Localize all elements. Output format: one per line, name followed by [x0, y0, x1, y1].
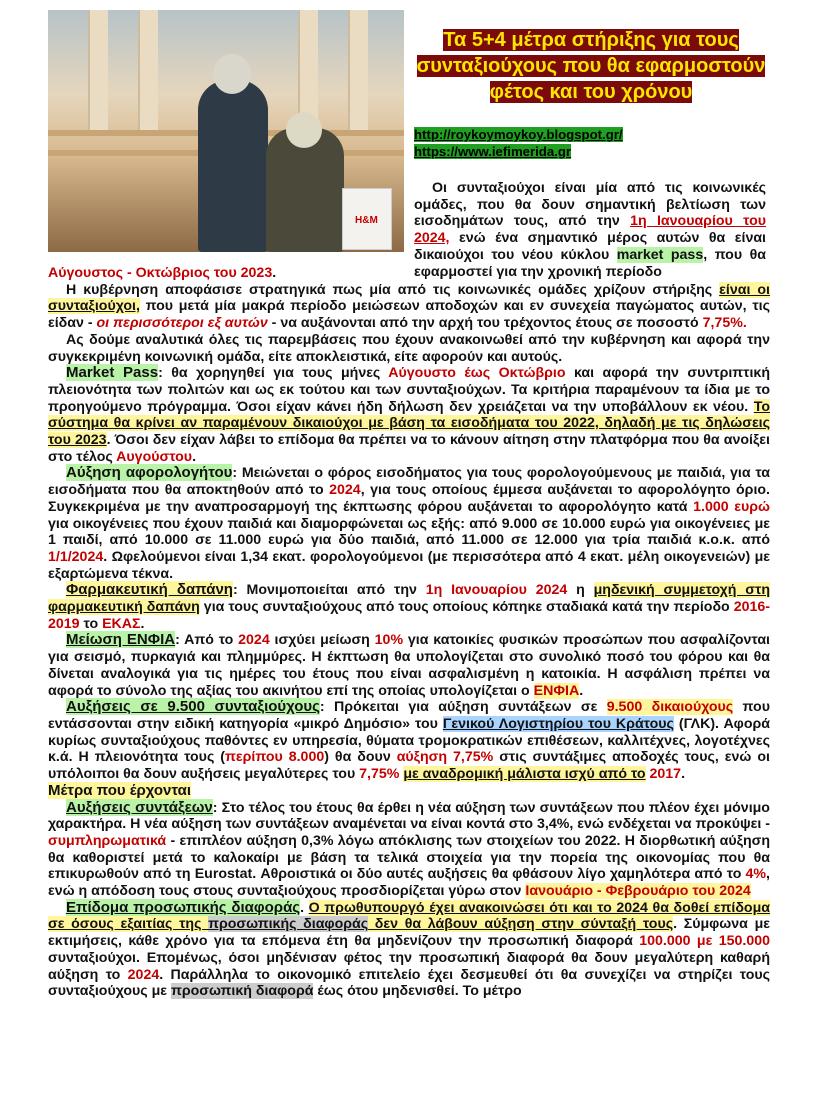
- punct: .: [579, 682, 584, 699]
- text: ) θα δουν: [324, 749, 397, 766]
- shopping-bag: [342, 188, 392, 250]
- paragraph-enfia: [48, 632, 770, 699]
- text: και αφορά την συντριπτική πλειονότητα των πολιτών και ως εκ τούτου και των συνταξιούχων. Τα κριτήρια παραμένουν τα ίδια με το προηγούμενο πρόγραμμα. Όσοι είχαν κάνει ήδη δήλωση δεν χρειάζεται να την υποβάλλουν εκ νέου.: [48, 365, 770, 415]
- text-red: 2024: [329, 482, 361, 499]
- column-shape: [348, 10, 368, 130]
- paragraph-market-pass: [48, 365, 770, 465]
- text: : Πρόκειται για αύξηση συντάξεων σε: [319, 699, 607, 716]
- text: που εντάσσονται στην ειδική κατηγορία «μικρό Δημόσιο» του: [48, 699, 770, 732]
- paragraph-overview: Ας δούμε αναλυτικά όλες τις παρεμβάσεις που έχουν ανακοινωθεί από την κυβέρνηση και αφορά την συγκεκριμένη κοινωνική ομάδα, είτε αποκλειστικά, είτε αφορούν και αυτούς.: [48, 331, 770, 365]
- text-red: 1η Ιανουαρίου 2024: [425, 582, 568, 599]
- man-figure: [198, 80, 268, 252]
- text-red: Αυγούστου: [116, 448, 193, 465]
- text: , για τους οποίους έμμεσα αυξάνεται το αφορολόγητο όριο. Συγκεκριμένα με την αναπροσαρμογή της έκπτωσης φόρου αυξάνεται το αφορολόγητο κατά: [48, 482, 770, 515]
- intro-text: Οι συνταξιούχοι είναι μία από τις κοινωνικές ομάδες, που θα δουν σημαντική βελτίωση των εισοδημάτων τους, από την: [414, 180, 766, 230]
- text: στις συντάξιμες αποδοχές τους, ενώ οι υπόλοιποι θα δουν αυξήσεις μεγαλύτερες του: [48, 749, 770, 783]
- text: η: [567, 582, 594, 599]
- text-highlight: προσωπική διαφορά: [170, 983, 314, 1000]
- text-red: 100.000 με 150.000: [639, 933, 770, 950]
- intro-text: ενώ ένα σημαντικό μέρος αυτών θα είναι δικαιούχοι του νέου κύκλου: [414, 230, 766, 263]
- text: - να αυξάνονται από την αρχή του τρέχοντος έτους σε ποσοστό: [267, 315, 703, 332]
- text: το: [79, 615, 103, 632]
- text-red: Αύγουστο έως Οκτώβριο: [388, 365, 566, 382]
- text-emph: οι περισσότεροι εξ αυτών: [96, 315, 268, 332]
- text-red: 10%: [374, 632, 404, 649]
- section-heading: Αύξηση αφορολογήτου: [66, 464, 233, 482]
- intro-date: 1η Ιανουαρίου του 2024,: [414, 213, 766, 247]
- text-highlight: Το σύστημα θα κρίνει αν παραμένουν δικαιούχοι με βάση τα εισοδήματα του 2022, δηλαδή με τις δηλώσεις του 2023: [48, 398, 770, 449]
- punct: .: [140, 615, 145, 632]
- section-heading: Φαρμακευτική δαπάνη: [66, 581, 233, 599]
- text-red: ΕΚΑΣ: [102, 615, 141, 632]
- text: - επιπλέον αύξηση 0,3% λόγω απόκλισης των στοιχείων του 2022. Η διορθωτική αύξηση θα καθοριστεί μετά το καλοκαίρι με βάση τα τελικά στοιχεία για την πορεία της οικονομίας που θα επικυρωθούν από τη Eurostat. Αθροιστικά οι δύο αυτές αυξήσεις θα φθάσουν λίγο χαμηλότερα από το: [48, 832, 770, 883]
- text-red: 2016-2019: [48, 599, 770, 632]
- coming-heading: [48, 783, 770, 800]
- text-red: ΕΝΦΙΑ: [533, 682, 580, 699]
- source-link-iefimerida[interactable]: https://www.iefimerida.gr: [414, 144, 572, 159]
- section-heading: Αυξήσεις συντάξεων: [66, 798, 213, 816]
- article-photo: [48, 10, 404, 252]
- text-highlight: προσωπικής διαφοράς: [208, 916, 369, 933]
- section-heading: Μείωση ΕΝΦΙΑ: [66, 631, 176, 649]
- text: για τους συνταξιούχους από τους οποίους κόπηκε σταδιακά κατά την περίοδο: [199, 599, 734, 616]
- source-links: [414, 126, 623, 160]
- column-shape: [138, 10, 158, 130]
- punct: .: [681, 766, 686, 783]
- text-red: 4%: [745, 866, 767, 883]
- text-highlight: μηδενική συμμετοχή στη φαρμακευτική δαπάνη: [48, 582, 770, 616]
- text-highlight: είναι οι συνταξιούχοι,: [48, 281, 771, 315]
- paragraph-strategy: [48, 282, 770, 332]
- text-red: 2024: [127, 966, 160, 983]
- text-red: συμπληρωματικά: [48, 832, 167, 849]
- text: . Όσοι δεν είχαν λάβει το επίδομα θα πρέπει να το κάνουν αίτηση στην πλατφόρμα που θα ανοίξει στο τέλος: [48, 432, 770, 465]
- text: ισχύει μείωση: [269, 632, 375, 649]
- intro-period: Αύγουστος - Οκτώβριος του 2023: [48, 265, 273, 281]
- woman-head: [286, 112, 322, 148]
- text: . Ωφελούμενοι είναι 1,34 εκατ. φορολογούμενοι (με περισσότερα από 4 εκατ. μέλη οικογενειών) με εξαρτώμενα τέκνα.: [48, 548, 770, 582]
- text-red: Ιανουάριο - Φεβρουάριο του 2024: [525, 883, 751, 900]
- punct: .: [192, 448, 197, 465]
- text-red: αύξηση 7,75%: [396, 749, 494, 766]
- article-title: [416, 27, 766, 105]
- paragraph-rises: [48, 699, 770, 783]
- text-red: 1/1/2024: [48, 548, 104, 565]
- text: : Μειώνεται ο φόρος εισοδήματος για τους φορολογούμενους με παιδιά, για τα εισοδήματα που θα αποκτηθούν από το: [48, 465, 770, 499]
- text-highlight: Ο πρωθυπουργό έχει ανακοινώσει ότι και το 2024 θα δοθεί επίδομα σε όσους εξαιτίας της: [48, 899, 770, 933]
- text-percent: 7,75%.: [702, 315, 747, 332]
- intro-market-pass: market pass: [616, 246, 704, 263]
- intro-text: , που θα εφαρμοστεί για την χρονική περίοδο: [414, 246, 767, 280]
- section-heading: Επίδομα προσωπικής διαφοράς: [66, 898, 301, 916]
- text: για κατοικίες φυσικών προσώπων που ασφαλίζονται για σεισμό, πυρκαγιά και πλημμύρες. Η έκπτωση θα υπολογίζεται στο συνολικό ποσό του φόρου και θα δίνεται αναλογικά για τις ημέρες του έτους που είναι ασφαλισμένη η κατοικία. Η ασφάλιση πρέπει να αφορά το σύνολο της αξίας του ακινήτου επί της οποίας υπολογίζεται ο: [48, 632, 770, 699]
- section-title: Μέτρα που έρχονται: [48, 781, 192, 799]
- text: . Παράλληλα το οικονομικό επιτελείο έχει δεσμευθεί ότι θα συνεχίζει να στηρίζει τους συνταξιούχους με: [48, 966, 770, 1000]
- bag-label: H&M: [355, 215, 378, 226]
- text-highlight: Γενικού Λογιστηρίου του Κράτους: [442, 715, 674, 732]
- article-body: [48, 265, 770, 1000]
- text-highlight: με αναδρομική μάλιστα ισχύ από το: [403, 766, 646, 783]
- text-red: 1.000 ευρώ: [693, 498, 770, 515]
- paragraph-personal-diff: [48, 900, 770, 1000]
- text: έως ότου μηδενισθεί. Το μέτρο: [313, 983, 522, 1000]
- text: Η κυβέρνηση αποφάσισε στρατηγικά πως μία από τις κοινωνικές ομάδες χρίζουν στήριξης: [66, 281, 720, 298]
- paragraph-pensions: [48, 800, 770, 900]
- punct: .: [300, 899, 309, 916]
- text: (ΓΛΚ). Αφορά κυρίως συνταξιούχους παθόντες εν υπηρεσία, θύματα τρομοκρατικών επιθέσεων, καλλιτέχνες, λογοτέχνες κ.ά. Η πλειονότητα τους (: [48, 715, 770, 766]
- paragraph-pharma: [48, 582, 770, 632]
- text: για οικογένειες που έχουν παιδιά και διαμορφώνεται ως εξής: από 9.000 σε 10.000 ευρώ για οικογένειες με 1 παιδί, από 10.000 σε 11.000 ευρώ για δύο παιδιά, από 11.000 σε 12.000 για τρία παιδιά κ.ο.κ. από: [48, 515, 770, 549]
- source-link-blog[interactable]: http://roykoymoykoy.blogspot.gr/: [414, 127, 623, 142]
- text-red: 2024: [238, 632, 270, 649]
- section-heading: Αυξήσεις σε 9.500 συνταξιούχους: [66, 698, 320, 716]
- man-head: [213, 54, 251, 94]
- text: : Από το: [175, 632, 239, 649]
- text-red: 2017: [649, 766, 682, 783]
- text-highlight: δεν θα λάβουν αύξηση στην σύνταξή τους: [368, 916, 674, 933]
- column-shape: [88, 10, 108, 130]
- text: συνταξιούχοι. Επομένως, όσοι μηδένισαν φέτος την προσωπική διαφορά θα δουν μεγαλύτερη καθαρή αύξηση το: [48, 949, 770, 983]
- text: . Σύμφωνα με εκτιμήσεις, κάθε χρόνο για τα επόμενα έτη θα μηδενίζουν την προσωπική διαφορά: [48, 916, 770, 950]
- section-heading: Market Pass: [66, 364, 159, 382]
- text: , ενώ η απόδοση τους στους συνταξιούχους προσδιορίζεται γύρω στον: [48, 866, 770, 900]
- text: που μετά μία μακρά περίοδο μειώσεων αποδοχών και εν συνεχεία παγώματος αυτών, τις είδαν -: [48, 298, 770, 332]
- text: : θα χορηγηθεί για τους μήνες: [158, 365, 389, 382]
- text-red: 7,75%: [359, 766, 400, 783]
- text: : Στο τέλος του έτους θα έρθει η νέα αύξηση των συντάξεων που πλέον έχει μόνιμο χαρακτήρα. Η νέα αύξηση των συντάξεων αναμένεται να είναι κοντά στο 3,4%, ενώ ενδέχεται να προκύψει -: [48, 799, 770, 833]
- text-red: περίπου 8.000: [225, 749, 325, 766]
- punct: .: [272, 265, 277, 281]
- paragraph-tax-free: [48, 465, 770, 582]
- text-red: 9.500 δικαιούχους: [606, 699, 734, 716]
- article-title-text: Τα 5+4 μέτρα στήριξης για τους συνταξιούχους που θα εφαρμοστούν φέτος και του χρόνου: [416, 29, 766, 103]
- text: : Μονιμοποιείται από την: [232, 582, 426, 599]
